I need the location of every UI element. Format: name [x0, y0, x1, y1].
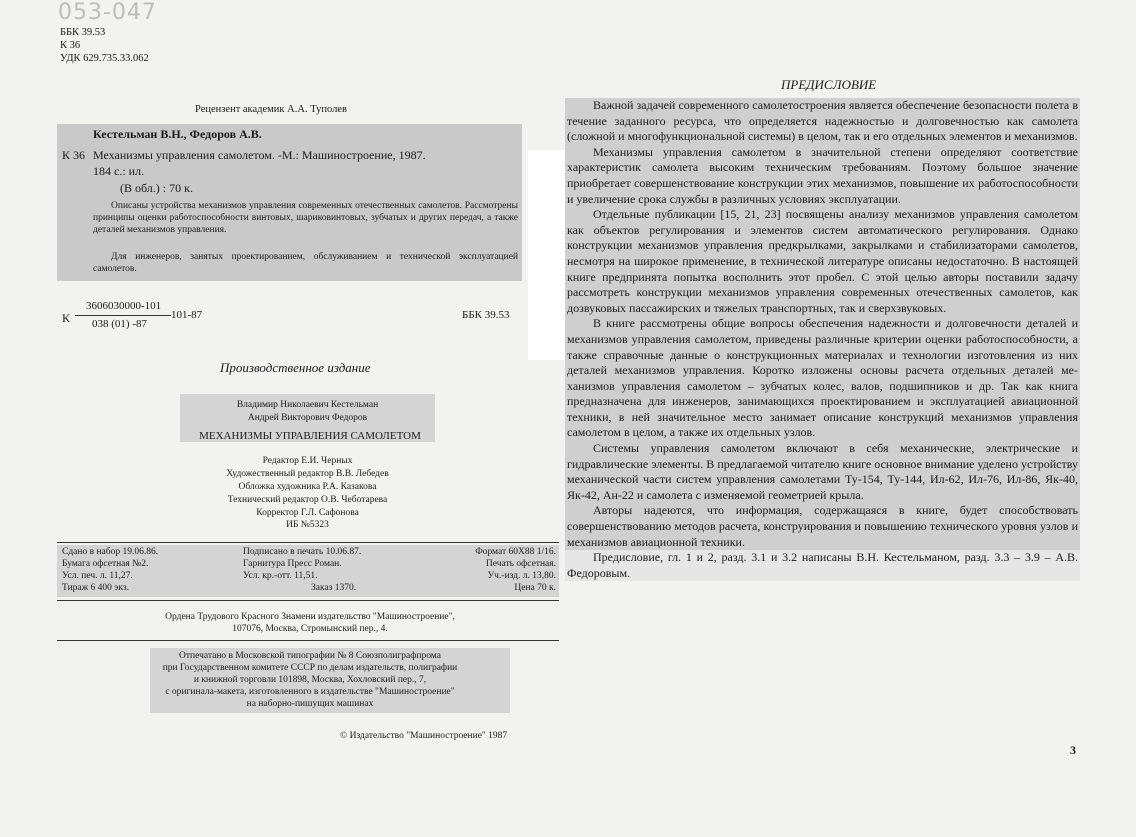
editor-line: Корректор Г.Л. Сафонова — [256, 508, 359, 518]
handwritten-number: 053-047 — [58, 0, 157, 25]
page-number: 3 — [1070, 743, 1076, 757]
fraction-line — [75, 315, 171, 316]
code-numerator: 3606030000-101 — [86, 300, 162, 312]
paragraph: Предисловие, гл. 1 и 2, разд. 3.1 и 3.2 написаны В.Н. Кестельманом, разд. 3.3 – 3.9 – А.В. Федоровым. — [567, 550, 1078, 580]
paragraph: Механизмы управления самолетом в значительной степени определяют соответствие характеристик самолета высоким техническим требованиям. Поэтому большое значение приобретает совершенствование конструкции этих механизмов, повышение их работоспособности и увеличение срока службы в различных условиях эксплуатации. — [567, 144, 1078, 206]
k36-top: К 36 — [60, 40, 81, 51]
udk-code: УДК 629.735.33.062 — [60, 53, 149, 64]
publisher-line2: 107076, Москва, Стромынский пер., 4. — [232, 624, 388, 634]
code-suffix: 101-87 — [171, 309, 203, 321]
code-denominator: 038 (01) -87 — [92, 318, 147, 330]
book-title: МЕХАНИЗМЫ УПРАВЛЕНИЯ САМОЛЕТОМ — [199, 430, 421, 442]
copyright: © Издательство "Машиностроение" 1987 — [340, 731, 508, 741]
code-bbk: ББК 39.53 — [462, 309, 510, 321]
divider — [57, 640, 559, 641]
author1: Владимир Николаевич Кестельман — [236, 400, 379, 410]
abstract-2: Для инженеров, занятых проектированием, обслуживанием и технической эксплуатацией самолетов. — [93, 252, 518, 274]
divider — [57, 600, 559, 601]
bbk-code: ББК 39.53 — [60, 27, 106, 38]
abstract-1: Описаны устройства механизмов управления современных отечественных самолетов. Рассмотрены принципы оценки работоспособности винтовых, шариковинтовых, зубчатых и других передач, а также деталей механизмов управления. — [93, 201, 518, 235]
editor-line: Обложка художника Р.А. Казакова — [238, 482, 377, 492]
edition-type: Производственное издание — [220, 360, 371, 375]
divider — [57, 542, 559, 543]
imprint-col3: Формат 60Х88 1/16. Печать офсетная. Уч.-изд. л. 13,80. Цена 70 к. — [475, 547, 556, 593]
price-line: (В обл.) : 70 к. — [120, 181, 193, 195]
paragraph: В книге рассмотрены общие вопросы обеспечения надежности и долговечности деталей и механизмов управления самолетом, приведены различные критерии оценки работоспособности, а также справочные данные о конструкционных материалах и технологии изготовления из них деталей механизмов управления. Коротко изложены основы расчета отдельных деталей механизмов управления самолетом – зубчатых колес, валов, подшипников и др. Так как книга предназначена для инженеров, занимающихся проектированием и эксплуатацией авиационной техники, в ней значительное место занимает описание конструкций механизмов управления самолетом в целом, а также их отдельных узлов. — [567, 316, 1078, 440]
editor-line: Редактор Е.И. Черных — [262, 456, 353, 466]
ib-number: ИБ №5323 — [286, 520, 329, 530]
reviewer: Рецензент академик А.А. Туполев — [195, 104, 347, 115]
paragraph: Авторы надеются, что информация, содержащаяся в книге, будет способствовать совершенствованию методов расчета, конструирования и повышению технического уровня узлов и механизмов авиационной техники. — [567, 503, 1078, 549]
print-info: Отпечатано в Московской типографии № 8 Союзполиграфпрома при Государственном комитете СССР по делам издательств, полиграфии и книжной торговли 101898, Москва, Хохловский пер., 7, с оригинала-макета, изготовленного в издательстве "Машиностроение" на наборно-пишущих машинах — [162, 651, 458, 709]
editor-line: Художественный редактор В.В. Лебедев — [226, 469, 389, 479]
author2: Андрей Викторович Федоров — [247, 413, 368, 423]
k36-label: К 36 — [62, 148, 86, 162]
imprint-col1: Сдано в набор 19.06.86. Бумага офсетная №2. Усл. печ. л. 11,27. Тираж 6 400 экз. — [62, 547, 159, 593]
paragraph: Системы управления самолетом включают в себя механические, электрические и гидравлические элементы. В предлагаемой читателю книге основное внимание уделено устройству механической части систем управления самолетами Ту-154, Ту-144, Ил-62, Ил-76, Ил-86, Як-40, Як-42, Ан-22 и самолета с изменяемой геометрией крыла. — [567, 441, 1078, 502]
citation-line2: 184 с.: ил. — [93, 164, 145, 178]
editor-line: Технический редактор О.В. Чеботарева — [227, 495, 388, 505]
preface-heading: ПРЕДИСЛОВИЕ — [781, 77, 877, 92]
scan-white-area — [528, 300, 568, 360]
authors-line: Кестельман В.Н., Федоров А.В. — [93, 127, 262, 141]
paragraph: Отдельные публикации [15, 21, 23] посвящены анализу механизмов управления самолетом как объектов регулирования и элементов систем автоматического регулирования. Однако конструкции механизмов управления предкрылками, закрылками и стабилизаторами самолетов, несмотря на широкое применение, в технической литературе описаны недостаточно. В настоящей книге предпринята попытка восполнить этот пробел. С этой целью авторы поставили задачу рассмотреть конструкции механизмов управления современных отечественных самолетов, как дозвуковых пассажирских и тяжелых транспортных, так и сверхзвуковых. — [567, 207, 1078, 315]
citation-line1: Механизмы управления самолетом. -М.: Машиностроение, 1987. — [93, 148, 426, 162]
publisher-line1: Ордена Трудового Красного Знамени издательство "Машиностроение", — [165, 612, 455, 622]
paragraph: Важной задачей современного самолетостроения является обеспечение безопасности полета в течение заданного ресурса, что определяется надежностью и долговечностью как самолета (сложной и многофункциональной системы) в целом, так и его отдельных элементов и механизмов. — [567, 98, 1078, 144]
imprint-col2: Подписано в печать 10.06.87. Гарнитура Пресс Роман. Усл. кр.-отт. 11,51. Заказ 1370. — [243, 547, 362, 593]
code-k: К — [62, 311, 71, 325]
preface-text — [565, 98, 1080, 581]
